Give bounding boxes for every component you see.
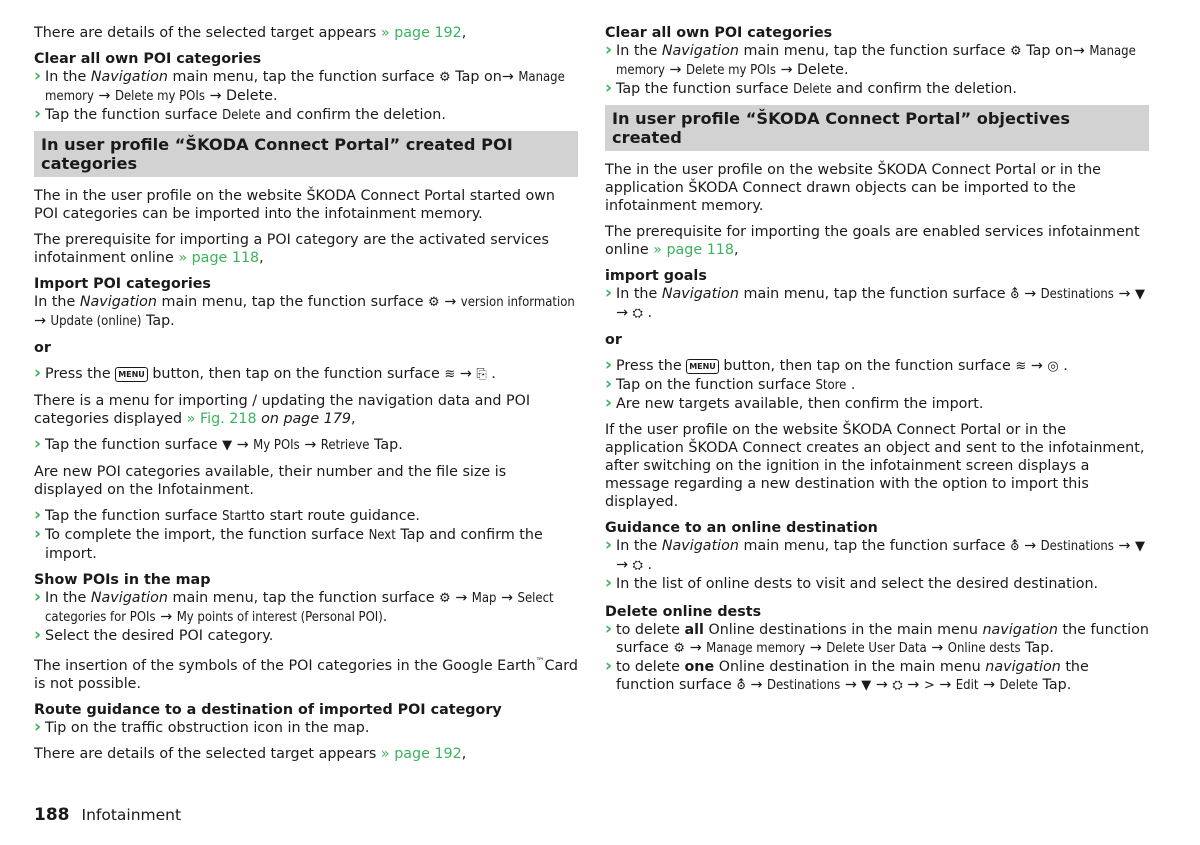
subheading-online-guidance: Guidance to an online destination [605, 520, 878, 536]
paragraph: Are new POI categories available, their number and the file size is displayed on the Infotainment. [34, 464, 507, 498]
wireless-icon: ≋ [444, 367, 456, 382]
section-heading: In user profile “ŠKODA Connect Portal” objectives created [605, 105, 1149, 151]
subheading-delete-online: Delete online dests [605, 604, 762, 620]
right-column [605, 24, 1149, 695]
page-footer [34, 806, 181, 824]
bullet-item: › In the Navigation main menu, tap the function surface ⚙ Tap on→ Manage memory → Delete my POIs → Delete. [605, 42, 1149, 80]
section-heading: In user profile “ŠKODA Connect Portal” created POI categories [34, 131, 578, 177]
menu-key-icon: MENU [686, 359, 719, 374]
chevron-right-icon: > [923, 678, 935, 693]
paragraph: There are details of the selected target appears » page 192, [34, 745, 467, 762]
bullet-item: › to delete all Online destinations in the main menu navigation the function surface ⚙ → Manage memory → Delete User Data → Online dests Tap. [605, 621, 1149, 658]
bullet-item: › In the Navigation main menu, tap the function surface ⚙ Tap on→ Manage memory → Delete my POIs → Delete. [34, 68, 578, 106]
figure-link[interactable]: » Fig. 218 [186, 411, 257, 427]
paragraph: The prerequisite for importing the goals are enabled services infotainment online » page 118, [605, 224, 1140, 258]
bullet-item: › to delete one Online destination in the main menu navigation the function surface ⛢ → Destinations → ▼ → ⛭ → > → Edit → Delete Tap. [605, 658, 1149, 695]
dropdown-arrow-icon: ▼ [1134, 539, 1145, 554]
subheading-import-poi: Import POI categories [34, 276, 211, 292]
route-icon: ⛢ [1010, 287, 1020, 302]
bullet-item: › Select the desired POI category. [34, 627, 578, 645]
page-link[interactable]: » page 118 [178, 250, 260, 266]
subheading-route-guidance: Route guidance to a destination of imported POI category [34, 701, 502, 718]
settings-icon: ⚙ [673, 641, 686, 656]
instruction-line: → Update (online) Tap. [34, 313, 175, 329]
route-icon: ⛢ [1010, 539, 1020, 554]
subheading-clear-poi: Clear all own POI categories [34, 51, 262, 67]
import-icon: ⎘ [476, 367, 487, 382]
bullet-item: › Tap on the function surface Store . [605, 376, 1149, 395]
paragraph: The in the user profile on the website ŠKODA Connect Portal started own POI categories can be imported into the infotainment memory. [34, 188, 555, 222]
or-separator: or [34, 340, 51, 356]
bullet-item: › Press the MENU button, then tap on the function surface ≋ → ◎ . [605, 357, 1149, 376]
paragraph: There is a menu for importing / updating the navigation data and POI categories displayed » Fig. 218 on page 179, [34, 393, 531, 427]
subheading-show-pois: Show POIs in the map [34, 572, 211, 588]
bullet-item: › In the list of online dests to visit and select the desired destination. [605, 575, 1149, 593]
paragraph: The in the user profile on the website ŠKODA Connect Portal or in the application ŠKODA Connect drawn objects can be imported to the infotainment memory. [605, 162, 1101, 214]
page-link[interactable]: » page 118 [653, 242, 734, 258]
route-icon: ⛢ [736, 678, 746, 693]
settings-icon: ⚙ [1010, 44, 1022, 59]
or-separator: or [605, 332, 622, 348]
online-destination-icon: ⛭ [632, 558, 643, 573]
paragraph: The insertion of the symbols of the POI categories in the Google Earth™Card is not possible. [34, 657, 578, 692]
page-number: 188 [34, 805, 70, 825]
bullet-item: › To complete the import, the function surface Next Tap and confirm the import. [34, 526, 578, 563]
bullet-item: › Tap the function surface Delete and confirm the deletion. [605, 80, 1149, 99]
section-name: Infotainment [81, 806, 182, 824]
bullet-item: › Tap the function surface ▼ → My POIs → Retrieve Tap. [34, 436, 578, 455]
bullet-item: › Press the MENU button, then tap on the function surface ≋ → ⎘ . [34, 365, 578, 384]
subheading-clear-poi: Clear all own POI categories [605, 25, 833, 41]
bullet-item: › In the Navigation main menu, tap the function surface ⛢ → Destinations → ▼ → ⛭ . [605, 537, 1149, 575]
dropdown-arrow-icon: ▼ [1134, 287, 1145, 302]
menu-key-icon: MENU [115, 367, 148, 382]
settings-icon: ⚙ [439, 591, 451, 606]
paragraph: The prerequisite for importing a POI category are the activated services infotainment online » page 118, [34, 232, 549, 266]
bullet-item: › In the Navigation main menu, tap the function surface ⚙ → Map → Select categories for POIs → My points of interest (Personal POI). [34, 589, 578, 627]
paragraph: If the user profile on the website ŠKODA Connect Portal or in the application ŠKODA Connect creates an object and sent to the infotainment, after switching on the ignition in the infotainment screen displays a message regarding a new destination with the option to import this displayed. [605, 422, 1145, 510]
bullet-item: › In the Navigation main menu, tap the function surface ⛢ → Destinations → ▼ → ⛭ . [605, 285, 1149, 323]
settings-icon: ⚙ [428, 295, 440, 310]
page-link[interactable]: » page 192 [380, 25, 462, 41]
location-pin-icon: ◎ [1047, 359, 1059, 374]
bullet-item: › Are new targets available, then confirm the import. [605, 395, 1149, 413]
settings-icon: ⚙ [439, 70, 451, 85]
subheading-import-goals: import goals [605, 268, 707, 284]
instruction-line: In the Navigation main menu, tap the function surface ⚙ → version information [34, 294, 575, 310]
page-link[interactable]: » page 192 [380, 745, 462, 762]
dropdown-arrow-icon: ▼ [222, 438, 233, 453]
wireless-icon: ≋ [1015, 359, 1027, 374]
bullet-item: › Tap the function surface Startto start route guidance. [34, 507, 578, 526]
bullet-item: › Tip on the traffic obstruction icon in the map. [34, 719, 578, 737]
bullet-item: › Tap the function surface Delete and confirm the deletion. [34, 106, 578, 125]
online-destination-icon: ⛭ [632, 306, 643, 321]
online-destination-icon: ⛭ [892, 678, 903, 693]
left-column [34, 24, 578, 771]
paragraph: There are details of the selected target appears » page 192, [34, 25, 467, 41]
dropdown-arrow-icon: ▼ [861, 678, 872, 693]
